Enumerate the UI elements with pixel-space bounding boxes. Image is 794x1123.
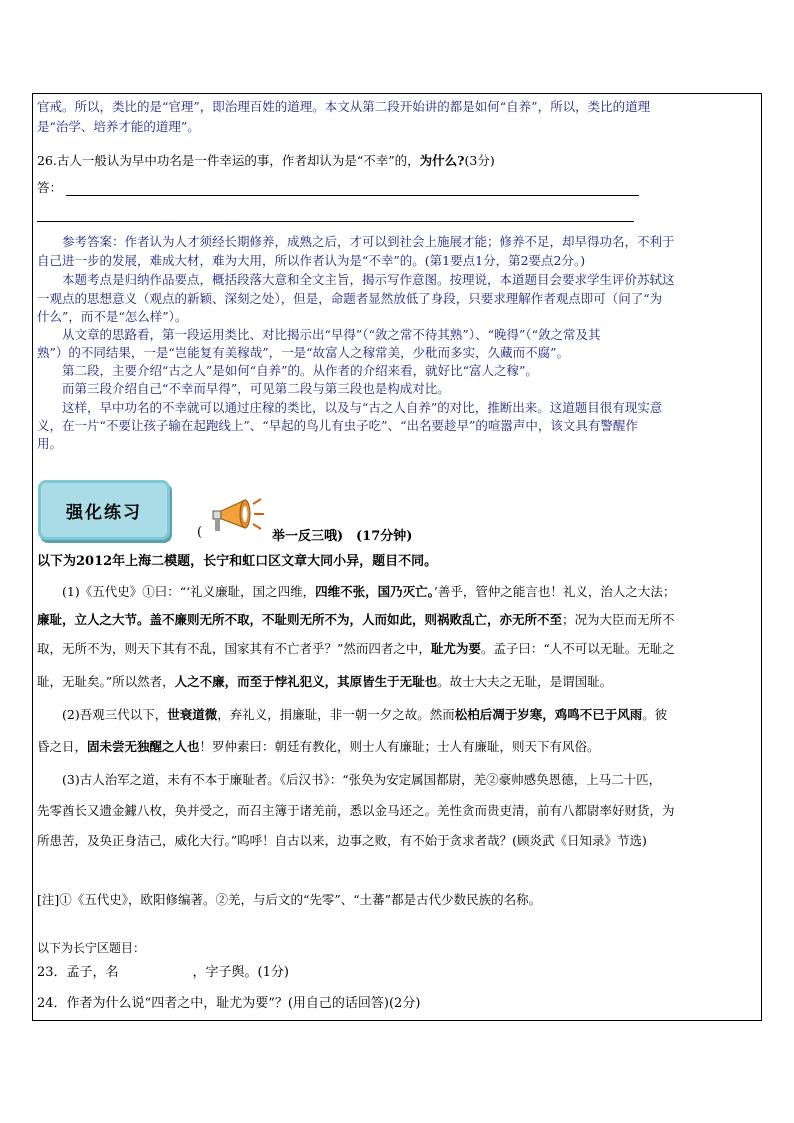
question-23 xyxy=(37,962,755,984)
passage-p2 xyxy=(37,703,755,727)
passage-p1b-seg: ；况为大臣而无所不 xyxy=(562,612,675,627)
passage-p1-seg: ’善乎，管仲之能言也！礼义，治人之大法； xyxy=(433,584,676,599)
passage-p1c-seg: 取，无所不为，则天下其有不乱，国家其有不亡者乎？”然而四者之中， xyxy=(37,641,431,656)
passage-p1d-seg: 。故士大夫之无耻，是谓国耻。 xyxy=(437,674,613,689)
passage-p2b-seg: 昏之日， xyxy=(37,739,88,754)
question-23-prefix: 23．孟子，名 xyxy=(37,965,119,980)
answer-line-1[interactable] xyxy=(66,195,639,196)
reference-p1a: 参考答案：作者认为人才须经长期修养，成熟之后，才可以到社会上施展才能；修养不足，却早得功名，不利于 xyxy=(62,234,675,249)
paren-open: ( xyxy=(197,525,203,540)
section-intro: 以下为2012年上海二模题，长宁和虹口区文章大同小异，题目不同。 xyxy=(37,554,438,569)
passage-p3a: (3)古人治军之道，未有不本于廉耻者。《后汉书》：“张奂为安定属国都尉，羌②豪帅感奂恩德，上马二十匹， xyxy=(62,772,662,787)
passage-p3c: 所患苦，及奂正身洁己，威化大行。”呜呼！自古以来，边事之败，有不始于贪求者哉？(顾炎武《日知录》节选) xyxy=(37,833,647,848)
question-26-bold: 为什么? xyxy=(419,153,465,168)
section-subtitle: 举一反三哦) xyxy=(272,529,344,544)
reference-p4: 第二段，主要介绍“古之人”是如何“自养”的。从作者的介绍来看，就好比“富人之稼”。 xyxy=(62,363,538,378)
section-time: (17分钟) xyxy=(356,529,413,544)
answer-label: 答： xyxy=(37,180,63,195)
passage-p2b-seg: 固未尝无独醒之人也 xyxy=(87,739,200,754)
reference-p6c: 用。 xyxy=(37,436,63,451)
megaphone-icon xyxy=(205,494,267,538)
passage-note: [注]①《五代史》，欧阳修编著。②羌，与后文的“先零”、“土蕃”都是古代少数民族的名称。 xyxy=(37,892,542,907)
passage-p1-seg: (1)《五代史》①曰：“‘礼义廉耻，国之四维， xyxy=(62,584,316,599)
passage-p1b xyxy=(37,608,755,632)
reference-p3b: 熟”）的不同结果，一是“岂能复有美稼哉”，一是“故富人之稼常美，少秕而多实，久藏而不腐”。 xyxy=(37,345,569,360)
passage-p1c xyxy=(37,637,755,661)
passage-p1d-seg: 人之不廉，而至于悖礼犯义，其原皆生于无耻也 xyxy=(174,674,438,689)
passage-p1-seg: 四维不张，国乃灭亡。 xyxy=(315,584,434,599)
reference-p1b: 自己进一步的发展，难成大材，难为大用，所以作者认为是“不幸”的。(第1要点1分，第2要点2分。) xyxy=(37,253,586,268)
questions-intro: 以下为长宁区题目： xyxy=(37,941,146,955)
passage-p2-seg: ，弃礼义，捐廉耻，非一朝一夕之故。然而 xyxy=(217,707,455,722)
passage-p2b xyxy=(37,735,755,759)
question-26-text: 26.古人一般认为早中功名是一件幸运的事，作者却认为是“不幸”的， xyxy=(37,153,420,168)
reference-p3a: 从文章的思路看，第一段运用类比、对比揭示出“早得”（“敛之常不待其熟”）、“晚得”（“敛之常及其 xyxy=(62,327,601,342)
passage-p2b-seg: ！罗仲素曰：朝廷有教化，则士人有廉耻；士人有廉耻，则天下有风俗。 xyxy=(199,739,600,754)
section-badge xyxy=(38,480,170,540)
reference-p2b: 一观点的思想意义（观点的新颖、深刻之处），但是，命题者显然放低了身段，只要求理解作者观点即可（问了“为 xyxy=(37,291,663,306)
section-badge-label: 强化练习 xyxy=(66,502,142,523)
passage-p1 xyxy=(37,580,755,604)
question-26 xyxy=(37,150,755,172)
reference-p6b: 义，在一片“不要让孩子输在起跑线上”、“早起的鸟儿有虫子吃”、“出名要趁早”的喧嚣声中，该文具有警醒作 xyxy=(37,418,638,433)
top-line-1: 官戒。所以，类比的是“官理”，即治理百姓的道理。本文从第二段开始讲的都是如何“自养”，所以，类比的道理 xyxy=(37,99,651,114)
question-23-suffix: ，字子舆。(1分) xyxy=(192,965,289,980)
passage-p2-seg: 世衰道微 xyxy=(167,707,218,722)
reference-p2c: 什么”，而不是“怎么样”）。 xyxy=(37,309,188,324)
passage-p3b: 先零酋长又遗金鐻八枚，奂并受之，而召主簿于诸羌前，悉以金马还之。羌性贪而贵吏清，前有八都尉率好财货，为 xyxy=(37,803,675,818)
top-line-2: 是“治学、培养才能的道理”。 xyxy=(37,119,200,134)
question-26-points: (3分) xyxy=(464,153,495,168)
passage-p2-seg: 。彼 xyxy=(642,707,668,722)
passage-p1c-seg: 耻尤为要 xyxy=(430,641,481,656)
passage-p1b-seg: 廉耻，立人之大节。盖不廉则无所不取，不耻则无所不为，人而如此，则祸败乱亡，亦无所不至 xyxy=(37,612,563,627)
passage-p1d-seg: 耻，无耻矣。”所以然者， xyxy=(37,674,175,689)
question-24: 24．作者为什么说“四者之中，耻尤为要”？(用自己的话回答)(2分) xyxy=(37,996,421,1011)
reference-p2a: 本题考点是归纳作品要点，概括段落大意和全文主旨，揭示写作意图。按理说，本道题目会要求学生评价苏轼这 xyxy=(62,272,675,287)
passage-p1c-seg: 。孟子曰：“人不可以无耻。无耻之 xyxy=(480,641,675,656)
passage-p1d xyxy=(37,670,755,694)
passage-p2-seg: (2)吾观三代以下， xyxy=(62,707,168,722)
reference-p6a: 这样，早中功名的不幸就可以通过庄稼的类比，以及与“古之人自养”的对比，推断出来。这道题目很有现实意 xyxy=(62,400,663,415)
answer-line-2[interactable] xyxy=(37,221,634,222)
passage-p2-seg: 松柏后凋于岁寒，鸡鸣不已于风雨 xyxy=(454,707,643,722)
reference-p5: 而第三段介绍自己“不幸而早得”，可见第二段与第三段也是构成对比。 xyxy=(62,381,450,396)
